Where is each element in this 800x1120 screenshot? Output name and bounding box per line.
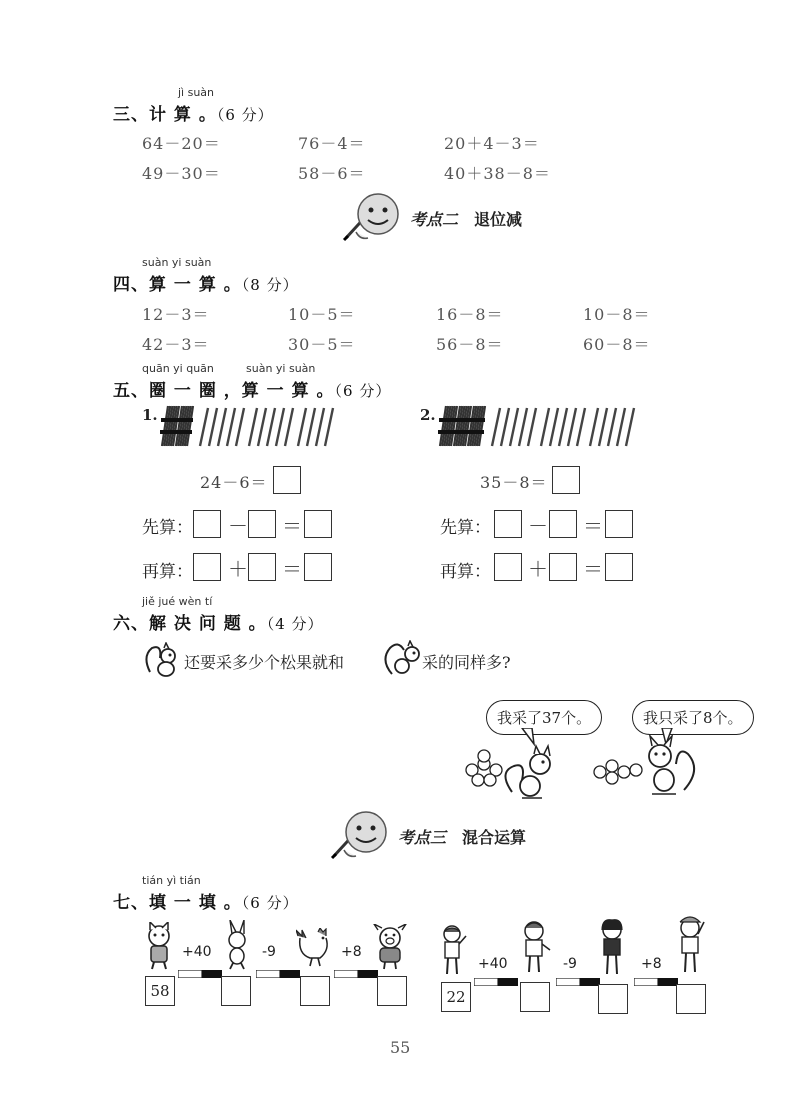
kaodian3-banner bbox=[328, 810, 526, 862]
minus-sign: － bbox=[528, 514, 548, 538]
sec4-expr-6: 30－5＝ bbox=[288, 335, 356, 354]
problem-1-loose-stick bbox=[298, 408, 306, 446]
problem-1-then-label: 再算： bbox=[142, 562, 193, 582]
sec7-title: 七、填 一 填 。 bbox=[113, 893, 242, 913]
sec4-expr-1: 12－3＝ bbox=[142, 305, 210, 324]
sec3-expr-5: 58－6＝ bbox=[298, 164, 366, 183]
problem-2-then-box-a[interactable] bbox=[494, 553, 522, 581]
problem-2-first-box-c[interactable] bbox=[605, 510, 633, 538]
page-number: 55 bbox=[390, 1038, 411, 1057]
problem-2-then-label: 再算： bbox=[440, 562, 491, 582]
problem-2-first-label: 先算： bbox=[440, 518, 491, 538]
problem-1-first-label: 先算： bbox=[142, 518, 193, 538]
rooster-character-icon bbox=[296, 928, 336, 968]
sticks-figure-2 bbox=[436, 402, 666, 452]
child-character-icon bbox=[596, 918, 628, 976]
squirrel-icon bbox=[142, 642, 182, 680]
chain-1-answer-box-3[interactable] bbox=[377, 976, 407, 1006]
problem-1-then-box-c[interactable] bbox=[304, 553, 332, 581]
sec3-score: （6 分） bbox=[216, 106, 274, 124]
problem-2-loose-stick bbox=[626, 408, 634, 446]
problem-2-first-box-a[interactable] bbox=[494, 510, 522, 538]
chain-2-op-1: +40 bbox=[478, 956, 508, 972]
pencil-arrow-icon bbox=[474, 978, 520, 986]
problem-2-then-box-b[interactable] bbox=[549, 553, 577, 581]
problem-1-loose-stick bbox=[209, 408, 217, 446]
problem-1-loose-stick bbox=[258, 408, 266, 446]
sec5-score: （6 分） bbox=[334, 382, 392, 400]
equals-sign: ＝ bbox=[583, 557, 603, 581]
sec3-expr-4: 49－30＝ bbox=[142, 164, 221, 183]
sec3-expr-6: 40＋38－8＝ bbox=[444, 164, 551, 183]
problem-1-then-box-a[interactable] bbox=[193, 553, 221, 581]
smiley-pencil-icon bbox=[328, 810, 392, 862]
plus-sign: ＋ bbox=[228, 557, 248, 581]
question-text-b: 采的同样多? bbox=[422, 653, 511, 672]
smiley-pencil-icon bbox=[340, 192, 404, 244]
chain-1-op-1: +40 bbox=[182, 944, 212, 960]
problem-2-loose-stick bbox=[501, 408, 509, 446]
problem-1-loose-stick bbox=[200, 408, 208, 446]
problem-1-loose-stick bbox=[316, 408, 324, 446]
problem-1-loose-stick bbox=[227, 408, 235, 446]
pencil-arrow-icon bbox=[556, 978, 602, 986]
equals-sign: ＝ bbox=[583, 514, 603, 538]
speech-bubble-2: 我只采了8个。 bbox=[632, 700, 754, 735]
problem-2-loose-stick bbox=[550, 408, 558, 446]
problem-2-then-box-c[interactable] bbox=[605, 553, 633, 581]
chain-2-op-2: -9 bbox=[563, 956, 577, 972]
child-character-icon bbox=[438, 924, 468, 976]
pine-cones-37-illustration bbox=[464, 742, 574, 802]
problem-2-loose-stick bbox=[510, 408, 518, 446]
chain-1-op-3: +8 bbox=[341, 944, 362, 960]
sec6-score: （4 分） bbox=[266, 615, 324, 633]
problem-1-loose-stick bbox=[218, 408, 226, 446]
sec5-pinyin-2: suàn yi suàn bbox=[246, 362, 316, 375]
speech-bubble-1: 我采了37个。 bbox=[486, 700, 602, 735]
problem-1-loose-stick bbox=[249, 408, 257, 446]
chain-2-answer-box-3[interactable] bbox=[676, 984, 706, 1014]
problem-1-then-box-b[interactable] bbox=[248, 553, 276, 581]
sec4-expr-4: 10－8＝ bbox=[583, 305, 651, 324]
sec4-expr-2: 10－5＝ bbox=[288, 305, 356, 324]
chain-1-answer-box-2[interactable] bbox=[300, 976, 330, 1006]
problem-1-loose-stick bbox=[267, 408, 275, 446]
problem-1-loose-stick bbox=[285, 408, 293, 446]
sec3-expr-2: 76－4＝ bbox=[298, 134, 366, 153]
sec7-heading bbox=[113, 888, 299, 913]
problem-2-loose-stick bbox=[492, 408, 500, 446]
kaodian3-title: 考点三 bbox=[398, 827, 447, 847]
problem-1-expr: 24－6＝ bbox=[200, 473, 268, 492]
problem-1-loose-stick bbox=[276, 408, 284, 446]
child-character-icon bbox=[518, 920, 552, 974]
kaodian3-subtitle: 混合运算 bbox=[462, 827, 527, 847]
problem-1-first-box-a[interactable] bbox=[193, 510, 221, 538]
squirrel-icon bbox=[382, 640, 422, 680]
sec3-expr-3: 20＋4－3＝ bbox=[444, 134, 540, 153]
problem-2-loose-stick bbox=[519, 408, 527, 446]
problem-1-loose-stick bbox=[307, 408, 315, 446]
problem-2-loose-stick bbox=[528, 408, 536, 446]
chain-1-start-box: 58 bbox=[145, 976, 175, 1006]
sec4-pinyin: suàn yi suàn bbox=[142, 256, 212, 269]
problem-2-loose-stick bbox=[541, 408, 549, 446]
pencil-arrow-icon bbox=[634, 978, 680, 986]
child-character-icon bbox=[674, 912, 708, 974]
chain-2-op-3: +8 bbox=[641, 956, 662, 972]
sec5-heading bbox=[113, 376, 391, 401]
sec3-title: 三、计 算 。 bbox=[113, 105, 217, 125]
sec3-pinyin: jì suàn bbox=[178, 86, 215, 99]
problem-2-loose-stick bbox=[599, 408, 607, 446]
problem-1-answer-box[interactable] bbox=[273, 466, 301, 494]
chain-2-answer-box-2[interactable] bbox=[598, 984, 628, 1014]
problem-2-first-box-b[interactable] bbox=[549, 510, 577, 538]
pencil-arrow-icon bbox=[334, 970, 380, 978]
pencil-arrow-icon bbox=[256, 970, 302, 978]
plus-sign: ＋ bbox=[528, 557, 548, 581]
sec4-heading bbox=[113, 270, 299, 295]
sec4-expr-3: 16－8＝ bbox=[436, 305, 504, 324]
sec7-pinyin: tián yì tián bbox=[142, 874, 201, 887]
sec7-score: （6 分） bbox=[241, 894, 299, 912]
sec6-pinyin: jiě jué wèn tí bbox=[142, 595, 213, 608]
chain-1-op-2: -9 bbox=[262, 944, 276, 960]
equals-sign: ＝ bbox=[282, 514, 302, 538]
problem-1-loose-stick bbox=[325, 408, 333, 446]
problem-1-number: 1. bbox=[142, 406, 158, 424]
problem-2-loose-stick bbox=[590, 408, 598, 446]
sticks-figure-1 bbox=[158, 402, 358, 452]
sec4-title: 四、算 一 算 。 bbox=[113, 275, 242, 295]
sec5-title: 五、圈 一 圈 ，算 一 算 。 bbox=[113, 381, 335, 401]
problem-2-loose-stick bbox=[568, 408, 576, 446]
problem-2-loose-stick bbox=[577, 408, 585, 446]
kaodian2-title: 考点二 bbox=[410, 209, 459, 229]
kaodian2-subtitle: 退位减 bbox=[474, 209, 523, 229]
problem-2-loose-stick bbox=[617, 408, 625, 446]
problem-1-first-box-c[interactable] bbox=[304, 510, 332, 538]
problem-2-answer-box[interactable] bbox=[552, 466, 580, 494]
question-text-a: 还要采多少个松果就和 bbox=[184, 653, 345, 672]
sec4-expr-5: 42－3＝ bbox=[142, 335, 210, 354]
problem-1-loose-stick bbox=[236, 408, 244, 446]
chain-2-answer-box-1[interactable] bbox=[520, 982, 550, 1012]
sec4-expr-7: 56－8＝ bbox=[436, 335, 504, 354]
minus-sign: － bbox=[228, 514, 248, 538]
sec4-expr-8: 60－8＝ bbox=[583, 335, 651, 354]
sec4-score: （8 分） bbox=[241, 276, 299, 294]
equals-sign: ＝ bbox=[282, 557, 302, 581]
sec6-heading bbox=[113, 609, 324, 634]
sec5-pinyin-1: quān yi quān bbox=[142, 362, 214, 375]
problem-2-loose-stick bbox=[608, 408, 616, 446]
chain-2-start-box: 22 bbox=[441, 982, 471, 1012]
chain-1-answer-box-1[interactable] bbox=[221, 976, 251, 1006]
rabbit-character-icon bbox=[222, 920, 252, 970]
sec3-expr-1: 64－20＝ bbox=[142, 134, 221, 153]
cat-character-icon bbox=[142, 922, 176, 970]
pencil-arrow-icon bbox=[178, 970, 224, 978]
problem-2-loose-stick bbox=[559, 408, 567, 446]
problem-2-expr: 35－8＝ bbox=[480, 473, 548, 492]
problem-1-first-box-b[interactable] bbox=[248, 510, 276, 538]
problem-2-number: 2. bbox=[420, 406, 436, 424]
pine-cones-8-illustration bbox=[592, 730, 702, 800]
kaodian2-banner bbox=[340, 192, 522, 244]
sec3-heading bbox=[113, 100, 274, 125]
pig-character-icon bbox=[372, 924, 408, 970]
sec6-title: 六、解 决 问 题 。 bbox=[113, 614, 267, 634]
